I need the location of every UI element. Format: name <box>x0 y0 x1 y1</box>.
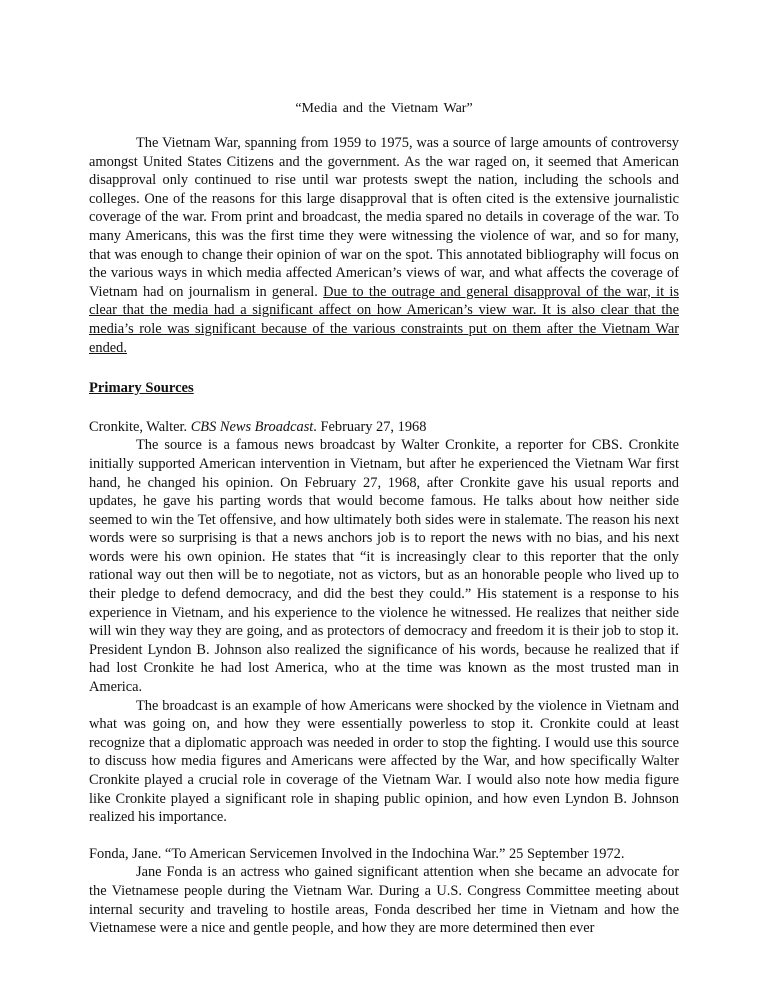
annotation-paragraph: The source is a famous news broadcast by Walter Cronkite, a reporter for CBS. Cronkite initially supported American intervention in Vietnam, but after he experienced the Vietnam War first hand, he changed his opinion. On February 27, 1968, after Cronkite gave his usual reports and updates, he gave his parting words that would become famous. He talks about how neither side seemed to win the Tet offensive, and how ultimately both sides were in stalemate. The reason his next words were so surprising is that a news anchors job is to report the news with no bias, and his next words were his own opinion. He states that “it is increasingly clear to this reporter that the only rational way out then will be to negotiate, not as victors, but as an honorable people who lived up to their pledge to defend democracy, and did the best they could.” His statement is a response to his experience in Vietnam, and his experience to the violence he witnessed. He realizes that neither side will win they way they are going, and as protectors of democracy and freedom it is their job to stop it. President Lyndon B. Johnson also realized the significance of his words, because he realized that if had lost Cronkite he had lost America, who at the time was known as the most trusted man in America. <box>89 437 679 696</box>
intro-text: The Vietnam War, spanning from 1959 to 1975, was a source of large amounts of controversy amongst United States Citizens and the government. As the war raged on, it seemed that American disapproval only continued to rise until war protests swept the nation, including the schools and colleges. One of the reasons for this large disapproval that is often cited is the extensive journalistic coverage of the war. From print and broadcast, the media spared no details in coverage of the war. To many Americans, this was the first time they were witnessing the violence of war, and so for many, that was enough to change their opinion of war on the spot. This annotated bibliography will focus on the various ways in which media affected American’s views of war, and what affects the coverage of Vietnam had on journalism in general. <box>89 135 679 300</box>
bibliography-entry-fonda <box>89 845 679 938</box>
citation-fonda: Fonda, Jane. “To American Servicemen Involved in the Indochina War.” 25 September 1972. <box>89 845 625 862</box>
intro-paragraph <box>89 134 679 357</box>
bibliography-entry-cronkite <box>89 418 679 827</box>
document-title: “Media and the Vietnam War” <box>295 101 473 116</box>
citation-date: . February 27, 1968 <box>313 418 427 435</box>
annotation-paragraph: Jane Fonda is an actress who gained significant attention when she became an advocate for the Vietnamese people during the Vietnam War. During a U.S. Congress Committee meeting about internal security and traveling to hostile areas, Fonda described her time in Vietnam and how the Vietnamese were a nice and gentle people, and how they are more determined then ever <box>89 864 679 937</box>
thesis-statement: Due to the outrage and general disapproval of the war, it is clear that the media had a significant affect on how American’s view war. It is also clear that the media’s role was significant because of the various constraints put on them after the Vietnam War ended. <box>89 283 679 356</box>
annotation-paragraph: The broadcast is an example of how Americans were shocked by the violence in Vietnam and what was going on, and how they were essentially powerless to stop it. Cronkite could at least recognize that a diplomatic approach was needed in order to stop the fighting. I would use this source to discuss how media figures and Americans were affected by the War, and how specifically Walter Cronkite played a crucial role in coverage of the Vietnam War. I would also note how media figure like Cronkite played a significant role in shaping public opinion, and how even Lyndon B. Johnson realized his importance. <box>89 697 679 826</box>
primary-sources-heading: Primary Sources <box>89 380 194 397</box>
citation-author: Cronkite, Walter. <box>89 418 191 435</box>
document-page <box>89 100 679 938</box>
citation-cronkite <box>89 418 679 437</box>
citation-work-title: CBS News Broadcast <box>190 418 314 435</box>
